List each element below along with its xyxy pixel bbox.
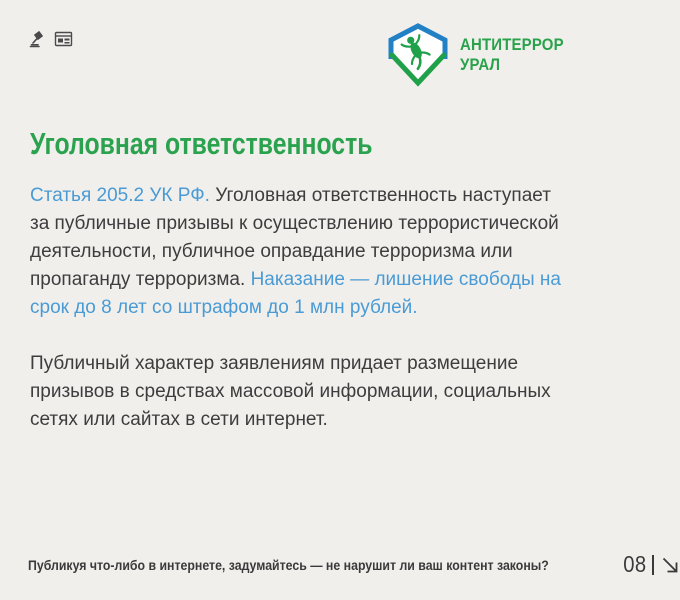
pager-divider bbox=[652, 555, 654, 575]
footer bbox=[28, 551, 647, 578]
body-text bbox=[30, 182, 570, 434]
antiterror-ural-logo bbox=[386, 24, 578, 86]
logo-wordmark bbox=[460, 35, 564, 75]
gavel-icon bbox=[28, 30, 47, 49]
page-number: 08 bbox=[623, 551, 647, 577]
law-description: Уголовная ответственность наступает за публичные призывы к осуществлению террористической деятельности, публичное оправдание терроризма или пропаганду терроризма. bbox=[30, 185, 559, 290]
pager bbox=[620, 551, 680, 578]
website-icon bbox=[54, 30, 73, 49]
main-content bbox=[30, 126, 570, 434]
law-reference: Статья 205.2 УК РФ. bbox=[30, 185, 210, 206]
arrow-down-right-icon bbox=[660, 555, 680, 575]
topic-icons bbox=[28, 30, 73, 49]
paragraph-law bbox=[30, 182, 570, 322]
shield-lizard-icon bbox=[386, 24, 450, 86]
punishment-highlight: Наказание — лишение свободы на срок до 8 лет со штрафом до 1 млн рублей. bbox=[30, 269, 561, 318]
logo-line2: УРАЛ bbox=[460, 55, 501, 74]
header bbox=[28, 24, 578, 86]
paragraph-public-character: Публичный характер заявлениям придает размещение призывов в средствах массовой информации, социальных сетях или сайтах в сети интернет. bbox=[30, 353, 551, 430]
footer-note: Публикуя что-либо в интернете, задумайтесь — не нарушит ли ваш контент законы? bbox=[28, 556, 549, 573]
logo-line1: АНТИТЕРРОР bbox=[460, 35, 564, 54]
page-title: Уголовная ответственность bbox=[30, 126, 373, 161]
